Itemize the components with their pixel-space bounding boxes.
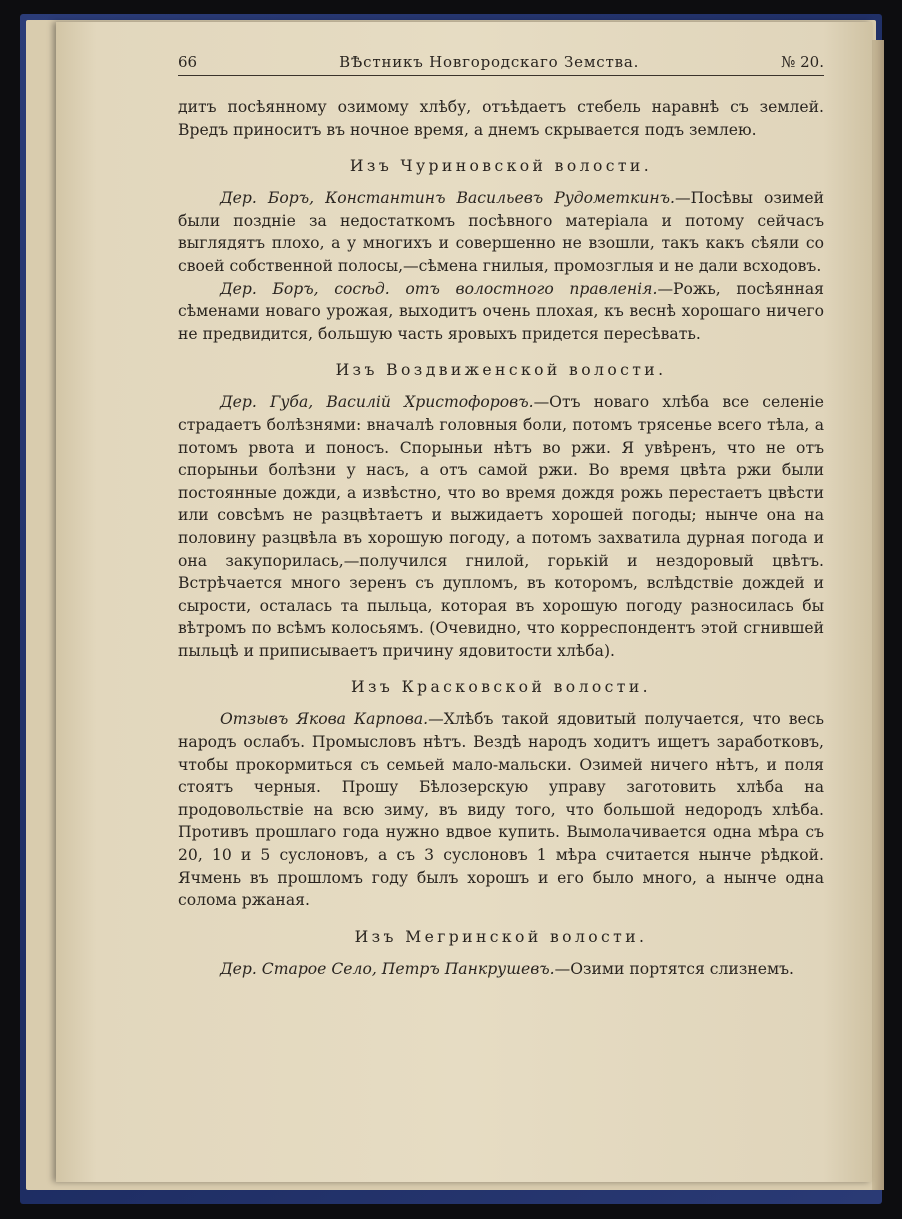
report-text: —Отъ новаго хлѣба все селеніе страдаетъ болѣзнями: вначалѣ головныя боли, потомъ трясенье всего тѣла, а потомъ рвота и поносъ. Спорыньи нѣтъ во ржи. Я увѣренъ, что не отъ спорыньи болѣзни у насъ, а отъ самой ржи. Во время цвѣта ржи были постоянные дожди, а извѣстно, что во время дождя рожь перестаетъ цвѣсти или совсѣмъ не разцвѣтаетъ и выжидаетъ хорошей погоды; нынче она на половину разцвѣла въ хорошую погоду, а потомъ захватила дурная погода и она закупорилась,—получился гнилой, горькій и нездоровый цвѣтъ. Встрѣчается много зеренъ съ дупломъ, въ которомъ, вслѣдствіе дождей и сырости, осталась та пыльца, которая въ хорошую погоду разносилась бы вѣтромъ по всѣмъ колосьямъ. (Очевидно, что корреспондентъ этой сгнившей пыльцѣ и приписываетъ причину ядовитости хлѣба). (178, 393, 825, 660)
section-heading-vozdvizhenskaya: Изъ Воздвиженской волости. (335, 361, 667, 380)
report-text: —Рожь, посѣянная сѣменами новаго урожая, выходитъ очень плохая, къ веснѣ хорошаго ничего не предвидится, большую часть яровыхъ придется пересѣвать. (178, 279, 824, 343)
report-source: Дер. Боръ, Константинъ Васильевъ Рудометкинъ. (220, 189, 675, 208)
report-source: Дер. Губа, Василій Христофоровъ. (220, 393, 534, 412)
section-heading-kraskovskaya: Изъ Красковской волости. (351, 678, 651, 697)
issue-number: № 20. (781, 53, 824, 71)
section-heading-churinovskaya: Изъ Чуриновской волости. (349, 157, 653, 176)
journal-title: ВѢстникъ Новгородскаго Земства. (339, 53, 640, 71)
report-paragraph (178, 708, 824, 911)
report-text: —Хлѣбъ такой ядовитый получается, что весь народъ ослабъ. Промысловъ нѣтъ. Вездѣ народъ ходитъ ищетъ заработковъ, чтобы прокормиться съ семьей мало-мальски. Озимей ничего нѣтъ, и поля стоятъ черныя. Прошу Бѣлозерскую управу заготовить хлѣба на продовольствіе на всю зиму, въ виду того, что большой недородъ хлѣба. Противъ прошлаго года нужно вдвое купить. Вымолачивается одна мѣра съ 20, 10 и 5 суслоновъ, а съ 3 суслоновъ 1 мѣра считается нынче рѣдкой. Ячмень въ прошломъ году былъ хорошъ и его было много, а нынче одна солома ржаная. (178, 710, 825, 910)
report-text: —Посѣвы озимей были поздніе за недостаткомъ посѣвного матеріала и потому сейчасъ выглядятъ плохо, а у многихъ и совершенно не взошли, такъ какъ сѣяли со своей собственной полосы,—сѣмена гнилыя, промозглыя и не дали всходовъ. (178, 189, 824, 275)
report-paragraph (178, 391, 824, 662)
running-head (178, 52, 824, 76)
report-paragraph (178, 958, 824, 981)
section-heading-megrinskaya: Изъ Мегринской волости. (354, 927, 648, 946)
report-paragraph (178, 187, 824, 277)
report-source: Дер. Боръ, сосѣд. отъ волостного правленія. (220, 279, 658, 298)
page-edge (872, 40, 884, 1190)
page-number: 66 (178, 53, 198, 71)
report-source: Дер. Старое Село, Петръ Панкрушевъ. (220, 959, 555, 978)
report-text: —Озими портятся слизнемъ. (554, 959, 794, 978)
report-paragraph (178, 278, 824, 346)
report-source: Отзывъ Якова Карпова. (220, 710, 429, 729)
intro-paragraph: дитъ посѣянному озимому хлѣбу, отъѣдаетъ стебель наравнѣ съ землей. Вредъ приноситъ въ ночное время, а днемъ скрывается подъ землею. (178, 98, 824, 139)
page-text (178, 52, 824, 980)
